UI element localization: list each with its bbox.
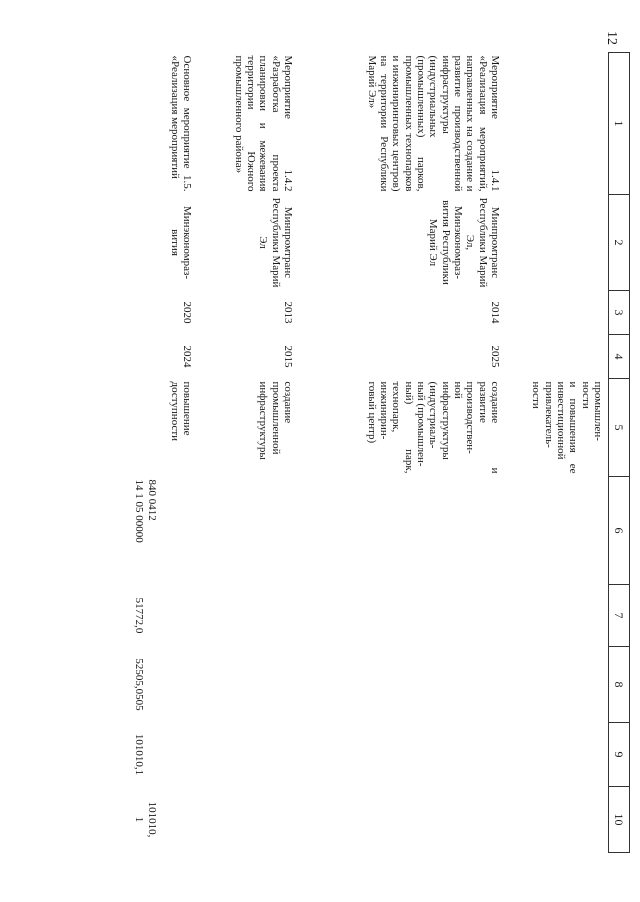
page-number: 12 [604,31,619,45]
table-row [505,53,609,853]
cell-value-9 [505,723,609,787]
table-row [197,53,298,853]
cell-value-10: 101010, 1 [133,801,158,838]
col-header-8: 8 [609,647,630,723]
col-header-10: 10 [609,787,630,853]
col-header-3: 3 [609,291,630,335]
cell-executor: Минэкономраз-вития [168,205,193,280]
table-row [130,53,197,853]
cell-start-year: 2020 [181,301,193,324]
cell-end-year [505,335,609,379]
cell-budget-code [197,477,298,585]
cell-result: повышение доступности [168,381,193,442]
cell-executor [505,195,609,291]
cell-end-year: 2024 [181,345,193,368]
cell-executor: Минпромтранс Республики Марий Эл [257,197,294,288]
cell-value-10 [505,787,609,853]
col-header-4: 4 [609,335,630,379]
cell-value-7: 51772,0 [133,597,146,634]
cell-end-year: 2015 [282,345,294,368]
cell-value-8 [298,647,505,723]
cell-value-9 [197,723,298,787]
program-table [130,52,630,853]
cell-activity: Мероприятие 1.4.1 «Реализация мероприятий, направленных на создание и развитие производственной инфраструктуры (индустриальных (промышленных) парков, промышленных технопарков и инжиниринговых центров) на территории Республики Марий Эл» [365,55,501,192]
cell-value-8: 52505,0505 [133,658,146,711]
cell-start-year: 2013 [282,301,294,324]
col-header-9: 9 [609,723,630,787]
cell-result: промышлен- ности и повышения ее инвестиционной привлекатель- ности [530,381,604,474]
cell-value-7 [197,585,298,647]
cell-activity: Основное мероприятие 1.5. «Реализация мероприятий [168,55,193,192]
cell-activity [505,53,609,195]
col-header-5: 5 [609,379,630,477]
table-row [298,53,505,853]
col-header-7: 7 [609,585,630,647]
cell-end-year: 2025 [489,345,501,368]
cell-budget-code [298,477,505,585]
cell-result: создание промышленной инфраструктуры [257,381,294,460]
cell-value-9 [298,723,505,787]
col-header-2: 2 [609,195,630,291]
cell-value-10 [298,787,505,853]
cell-budget-code [505,477,609,585]
cell-start-year [505,291,609,335]
cell-value-7 [505,585,609,647]
cell-value-7 [298,585,505,647]
cell-executor: Минпромтранс Республики Марий Эл, Минэкономраз-вития Республики Марий Эл [427,197,501,288]
cell-activity: Мероприятие 1.4.2 «Разработка проекта планировки и межевания территории Южного промышленного района» [232,55,294,192]
cell-result: создание и развитие производствен- ной инфраструктуры (индустриаль- ный (промышлен- ный) парк, технопарк, инжинирин- говый центр) [365,381,501,474]
cell-budget-code: 840 0412 14 1 05 00000 [133,479,158,543]
rotated-table-container [110,52,630,852]
cell-value-10 [197,787,298,853]
cell-value-8 [197,647,298,723]
col-header-6: 6 [609,477,630,585]
cell-start-year: 2014 [489,301,501,324]
cell-value-9: 101010,1 [133,733,146,776]
cell-value-8 [505,647,609,723]
col-header-1: 1 [609,53,630,195]
header-row [609,53,630,853]
